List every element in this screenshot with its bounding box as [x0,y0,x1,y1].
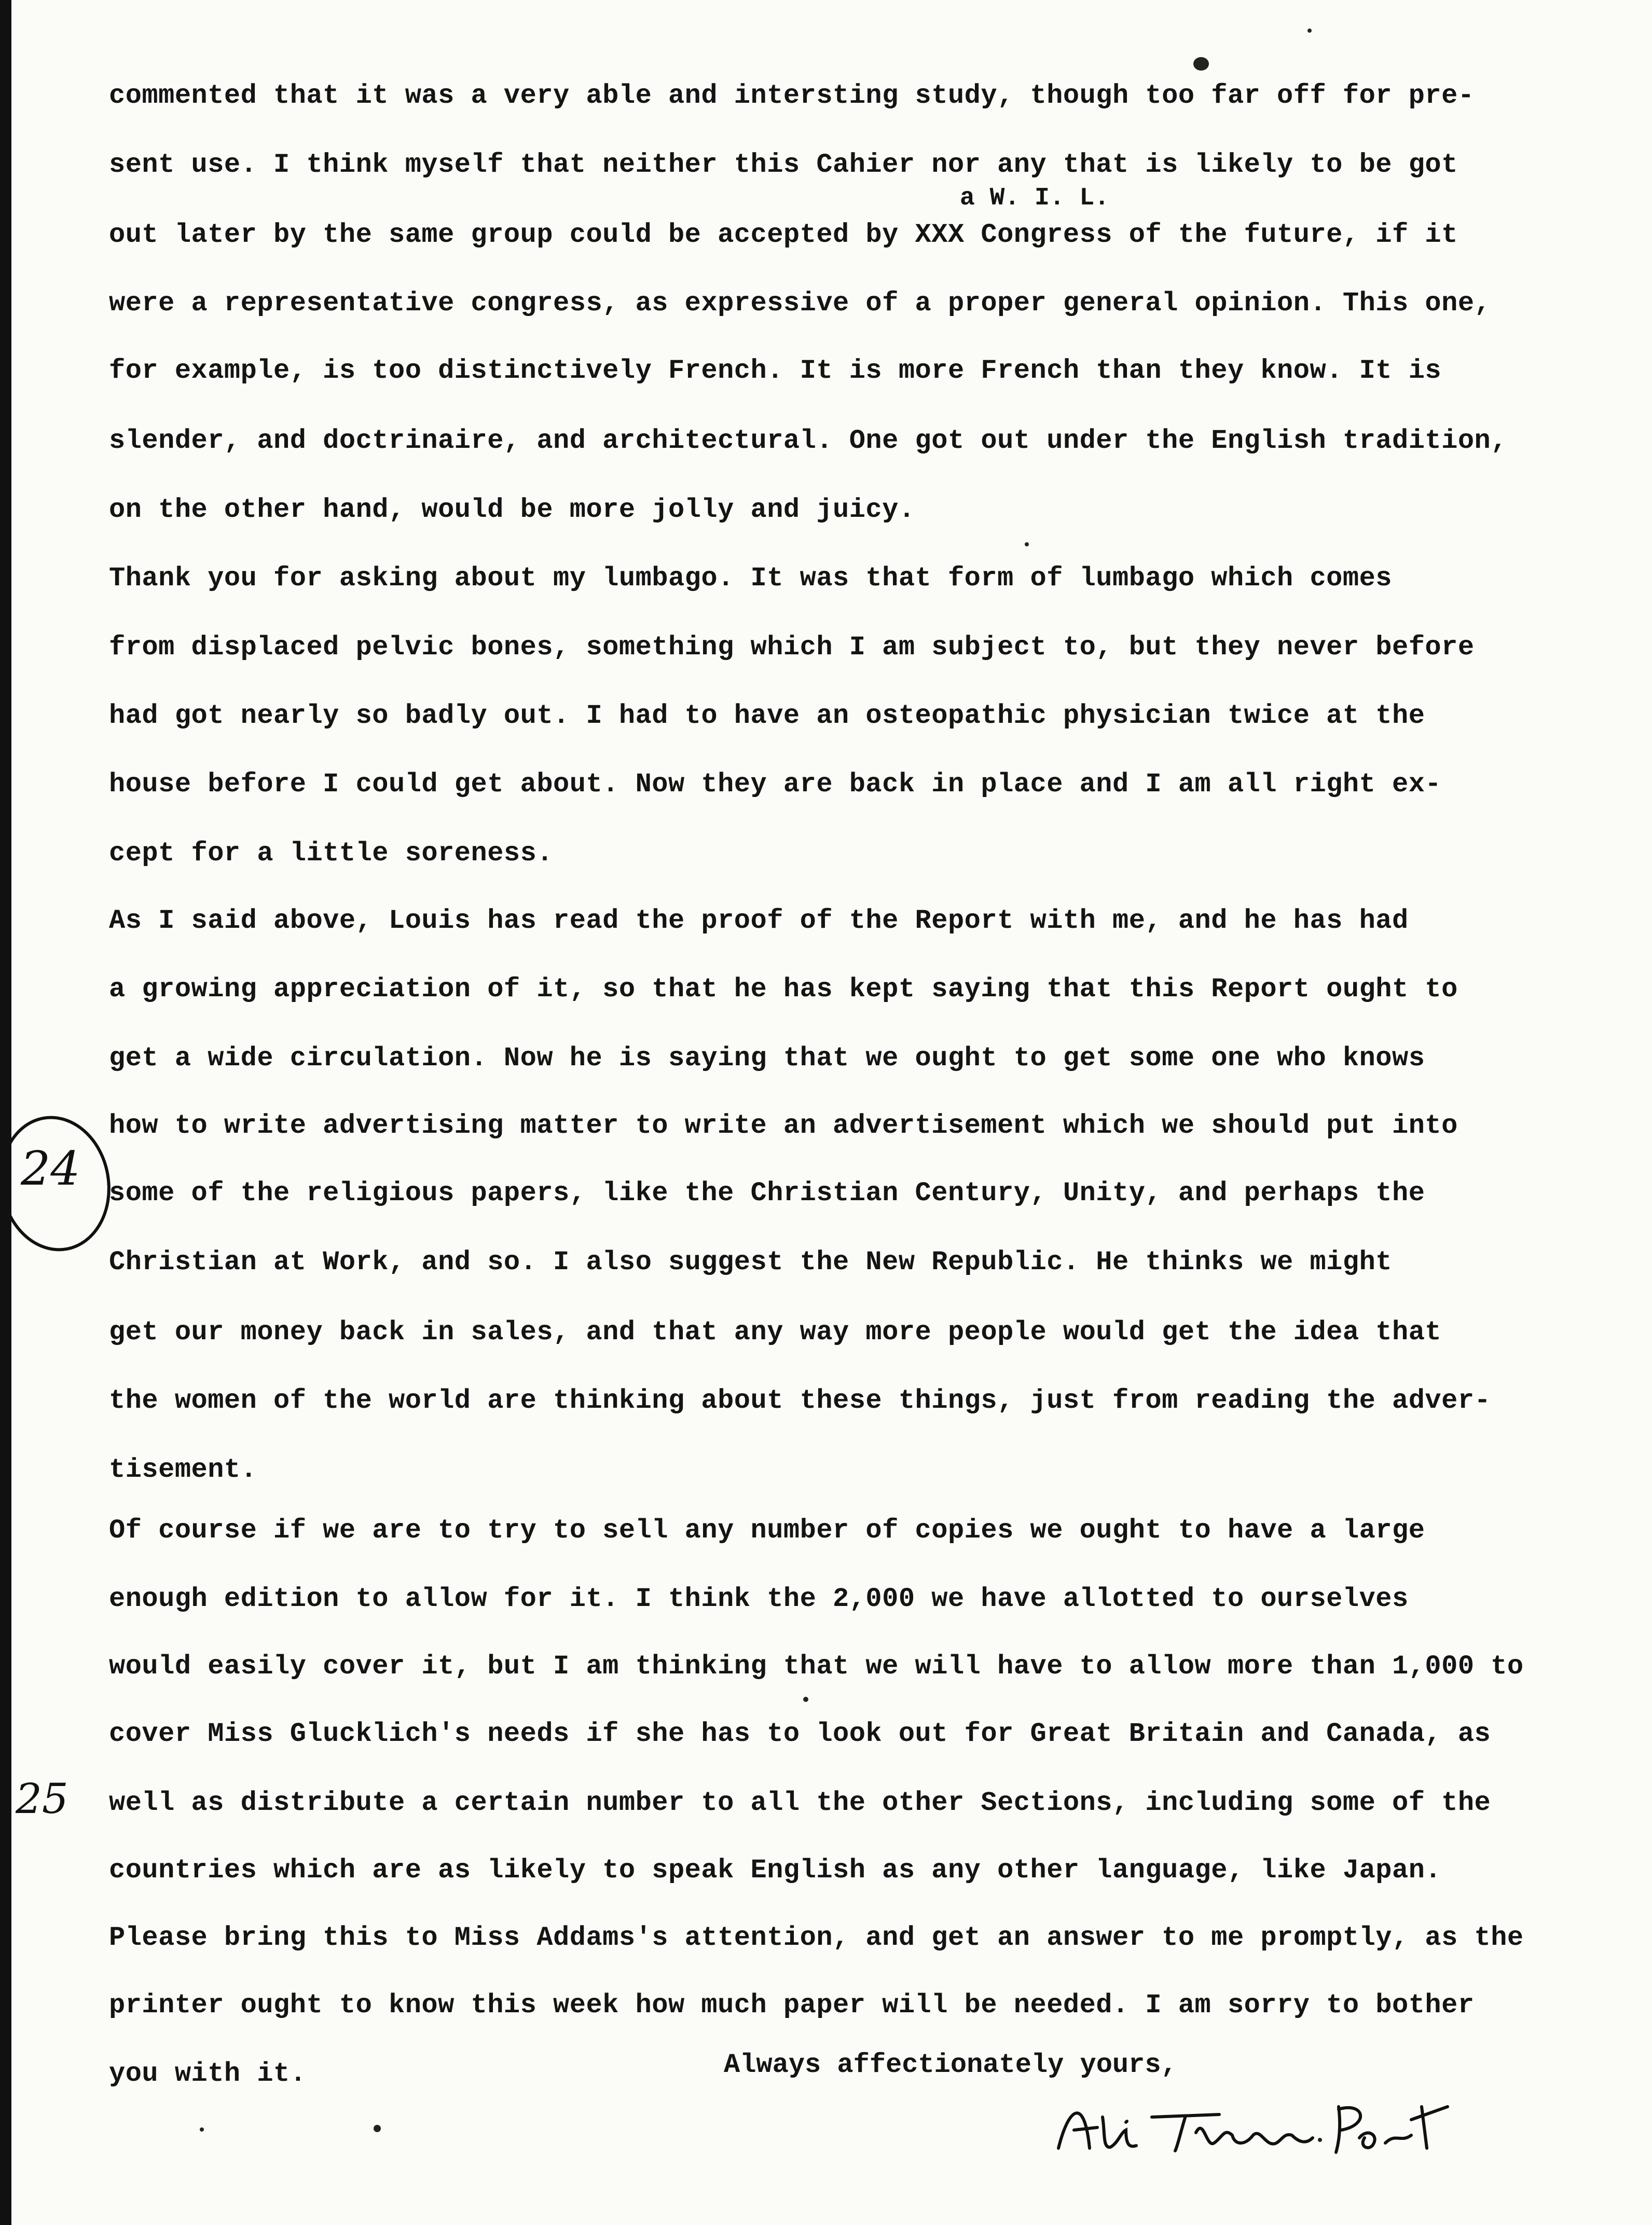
letter-line: tisement. [109,1454,257,1485]
interlinear-insertion: a W. I. L. [960,184,1110,212]
letter-line: were a representative congress, as expressive of a proper general opinion. This one, [109,288,1491,319]
scan-speck [374,2125,381,2132]
scan-speck [200,2127,204,2132]
handwritten-page-number: 24 [21,1142,80,1196]
letter-line: out later by the same group could be accepted by XXX Congress of the future, if it [109,219,1458,250]
letter-line: you with it. [109,2058,307,2089]
letter-line: on the other hand, would be more jolly and juicy. [109,495,915,525]
scan-edge [0,0,11,2225]
handwritten-margin-note: 25 [16,1775,68,1823]
letter-line: well as distribute a certain number to all the other Sections, including some of the [109,1788,1491,1818]
letter-line: printer ought to know this week how much paper will be needed. I am sorry to bother [109,1990,1475,2021]
letter-line: Christian at Work, and so. I also suggest the New Republic. He thinks we might [109,1247,1392,1278]
letter-line: from displaced pelvic bones, something which I am subject to, but they never before [109,632,1475,663]
letter-line: house before I could get about. Now they are back in place and I am all right ex- [109,769,1442,800]
letter-line: Please bring this to Miss Addams's attention, and get an answer to me promptly, as the [109,1922,1524,1953]
letter-line: Of course if we are to try to sell any number of copies we ought to have a large [109,1515,1425,1546]
letter-line: commented that it was a very able and intersting study, though too far off for pre- [109,80,1475,111]
letter-line: had got nearly so badly out. I had to have an osteopathic physician twice at the [109,701,1425,731]
letter-line: countries which are as likely to speak English as any other language, like Japan. [109,1855,1442,1886]
letter-line: some of the religious papers, like the Christian Century, Unity, and perhaps the [109,1178,1425,1208]
letter-line: slender, and doctrinaire, and architectural. One got out under the English tradition, [109,425,1507,456]
letter-line: how to write advertising matter to write an advertisement which we should put into [109,1110,1458,1141]
signature-icon [1048,2086,1453,2164]
letter-line: a growing appreciation of it, so that he has kept saying that this Report ought to [109,974,1458,1005]
letter-line: enough edition to allow for it. I think the 2,000 we have allotted to ourselves [109,1584,1409,1614]
letter-line: get a wide circulation. Now he is saying that we ought to get some one who knows [109,1043,1425,1074]
letter-line: cept for a little soreness. [109,838,554,869]
scan-speck [803,1697,808,1702]
letter-line: for example, is too distinctively French. It is more French than they know. It is [109,355,1442,386]
ink-blot [1193,57,1209,71]
closing-salutation: Always affectionately yours, [724,2050,1177,2080]
scan-speck [1025,542,1029,546]
letter-line: would easily cover it, but I am thinking that we will have to allow more than 1,000 to [109,1651,1524,1682]
letter-line: get our money back in sales, and that any way more people would get the idea that [109,1317,1442,1348]
scan-speck [1318,2138,1322,2142]
letter-line: Thank you for asking about my lumbago. It was that form of lumbago which comes [109,563,1392,594]
letter-line: sent use. I think myself that neither this Cahier nor any that is likely to be got [109,149,1458,180]
signature [1048,2086,1453,2166]
letter-line: the women of the world are thinking about these things, just from reading the adver- [109,1385,1491,1416]
letter-line: As I said above, Louis has read the proof of the Report with me, and he has had [109,905,1409,936]
scan-speck [1307,29,1312,33]
letter-line: cover Miss Glucklich's needs if she has to look out for Great Britain and Canada, as [109,1719,1491,1749]
